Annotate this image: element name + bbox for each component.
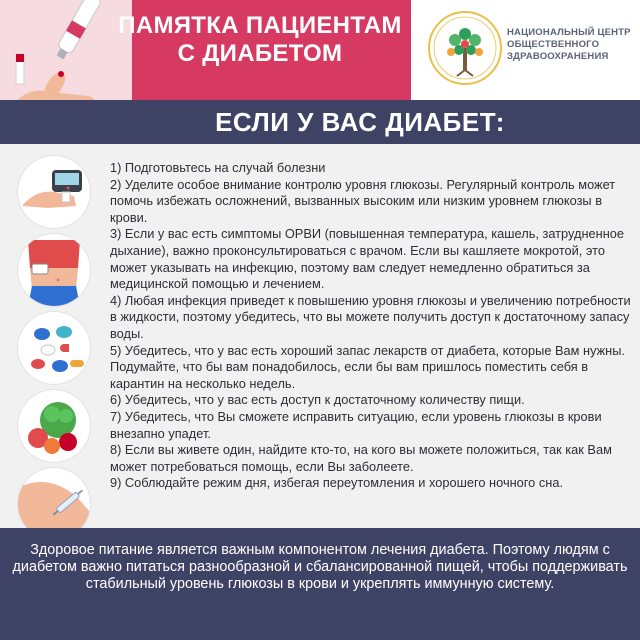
tip-item: 7) Убедитесь, что Вы сможете исправить ситуацию, если уровень глюкозы в крови внезапно упадет.	[110, 408, 602, 441]
tips-list	[110, 160, 635, 492]
insulin-pump-icon	[18, 234, 90, 306]
tip-item: 5) Убедитесь, что у вас есть хороший запас лекарств от диабета, которые Вам нужны. Подумайте, что бы вам понадобилось, если бы вам пришлось поместить себя в карантин на несколько недель.	[110, 342, 625, 391]
footer-text: Здоровое питание является важным компонентом лечения диабета. Поэтому людям с диабетом важно питаться разнообразной и сбалансированной пищей, чтобы поддерживать стабильный уровень глюкозы в крови и укреплять иммунную систему.	[12, 542, 628, 592]
tip-item: 6) Убедитесь, что у вас есть доступ к достаточному количеству пищи.	[110, 392, 525, 408]
tip-item: 1) Подготовьтесь на случай болезни	[110, 160, 326, 175]
org-name-line-1: НАЦИОНАЛЬНЫЙ ЦЕНТР	[507, 27, 631, 38]
org-name-line-3: ЗДРАВООХРАНЕНИЯ	[507, 51, 609, 62]
org-name-line-2: ОБЩЕСТВЕННОГО	[507, 39, 600, 50]
organization-name	[507, 27, 637, 63]
footer-band	[0, 528, 640, 640]
tip-item: 4) Любая инфекция приведет к повышению уровня глюкозы и увеличению потребности в жидкости, поэтому убедитесь, что вы можете получить доступ к достаточному запасу воды.	[110, 292, 631, 341]
tip-item: 2) Уделите особое внимание контролю уровня глюкозы. Регулярный контроль может помочь избежать осложнений, вызванных высоким или низким уровнем глюкозы в крови.	[110, 176, 616, 225]
pills-icon	[18, 312, 90, 384]
tip-item: 8) Если вы живете один, найдите кто-то, на кого вы можете положиться, так как Вам может потребоваться помощь, если Вы заболеете.	[110, 442, 612, 474]
page-title-line-1: ПАМЯТКА ПАЦИЕНТАМ	[118, 12, 402, 39]
header	[0, 0, 640, 100]
vegetables-icon	[18, 390, 90, 462]
tip-item: 9) Соблюдайте режим дня, избегая переутомления и хорошего ночного сна.	[110, 475, 563, 491]
main-content	[0, 144, 640, 528]
organization-logo-panel	[411, 0, 640, 100]
section-title-band	[0, 100, 640, 144]
page-title	[110, 12, 410, 68]
glucose-meter-icon	[18, 156, 90, 228]
section-title: ЕСЛИ У ВАС ДИАБЕТ:	[215, 107, 505, 137]
page-title-line-2: С ДИАБЕТОМ	[177, 40, 343, 67]
tree-logo-icon	[425, 8, 505, 88]
tip-item: 3) Если у вас есть симптомы ОРВИ (повышенная температура, кашель, затрудненное дыхание), важно проконсультироваться с врачом. Если вы кашляете мокротой, это может указывать на инфекцию, поэтому вам следует немедленно обратиться за медицинской помощью и лечением.	[110, 226, 624, 292]
